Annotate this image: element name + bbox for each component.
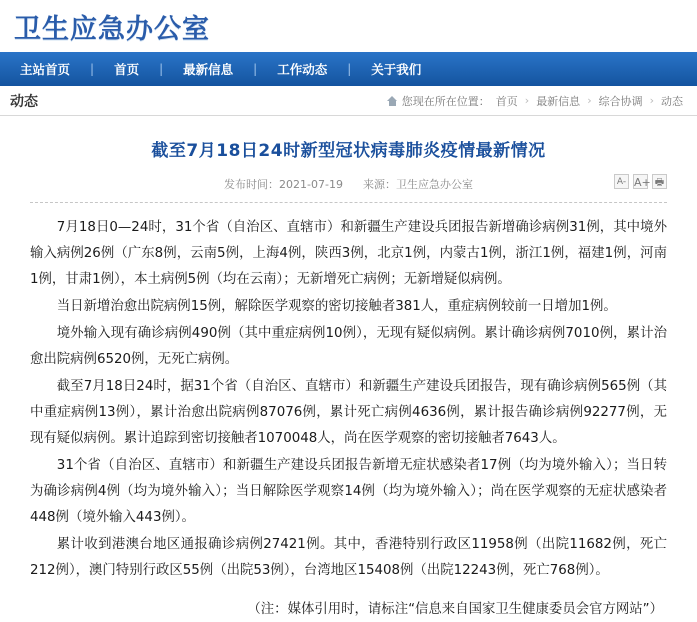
article-paragraph: 31个省（自治区、直辖市）和新疆生产建设兵团报告新增无症状感染者17例（均为境外输入）；当日转为确诊病例4例（均为境外输入）；当日解除医学观察14例（均为境外输入）；尚在医学观察的无症状感染者448例（境外输入443例）。: [30, 458, 667, 525]
article-paragraph: 7月18日0—24时，31个省（自治区、直辖市）和新疆生产建设兵团报告新增确诊病例31例，其中境外输入病例26例（广东8例，云南5例，上海4例，陕西3例，北京1例，内蒙古1例，浙江1例，福建1例，河南1例，甘肃1例），本土病例5例（均在云南）；无新增死亡病例；无新增疑似病例。: [30, 220, 667, 287]
main-navigation: [0, 52, 697, 86]
breadcrumb-separator: ›: [524, 94, 530, 107]
article-paragraph: 截至7月18日24时，据31个省（自治区、直辖市）和新疆生产建设兵团报告，现有确诊病例565例（其中重症病例13例），累计治愈出院病例87076例，累计死亡病例4636例，累计报告确诊病例92277例，无现有疑似病例。累计追踪到密切接触者1070048人，尚在医学观察的密切接触者7643人。: [30, 379, 667, 446]
nav-separator: |: [90, 62, 95, 76]
article-paragraph: 境外输入现有确诊病例490例（其中重症病例10例），无现有疑似病例。累计确诊病例7010例，累计治愈出院病例6520例，无死亡病例。: [30, 326, 667, 367]
breadcrumb-link-coordination[interactable]: 综合协调: [598, 94, 643, 108]
nav-item-home[interactable]: 首页: [114, 62, 140, 77]
publish-time-label: 发布时间：: [224, 178, 280, 191]
article: [0, 116, 697, 622]
nav-separator: |: [159, 62, 164, 76]
article-title: 截至7月18日24时新型冠状病毒肺炎疫情最新情况: [151, 141, 546, 161]
article-source: [353, 176, 483, 192]
source-value: 卫生应急办公室: [395, 178, 473, 191]
font-decrease-button[interactable]: A-: [614, 174, 629, 189]
source-label: 来源：: [362, 178, 396, 191]
divider: [30, 202, 667, 203]
nav-item-latest-info[interactable]: 最新信息: [183, 62, 234, 77]
breadcrumb-link-home[interactable]: 首页: [495, 94, 518, 108]
breadcrumb-separator: ›: [587, 94, 592, 107]
section-title: 动态: [10, 93, 38, 110]
site-title: 卫生应急办公室: [14, 13, 210, 45]
breadcrumb-link-latest-info[interactable]: 最新信息: [536, 94, 581, 108]
nav-item-about-us[interactable]: 关于我们: [371, 62, 422, 77]
breadcrumb-current: 动态: [661, 94, 683, 108]
nav-separator: |: [347, 62, 352, 76]
font-increase-button[interactable]: A+: [634, 176, 651, 189]
publish-time: [214, 176, 353, 192]
nav-item-work-updates[interactable]: 工作动态: [277, 62, 328, 77]
article-meta: [30, 176, 667, 192]
site-banner: [0, 0, 697, 52]
breadcrumb-separator: ›: [649, 94, 654, 107]
article-tools: [614, 174, 667, 189]
article-body: [30, 215, 667, 584]
publish-time-value: 2021-07-19: [279, 178, 343, 191]
article-note: （注：媒体引用时，请标注“信息来自国家卫生健康委员会官方网站”）: [247, 602, 663, 617]
nav-item-main-home[interactable]: 主站首页: [20, 62, 71, 77]
breadcrumb-prefix: 您现在所在位置：: [401, 94, 490, 108]
home-icon: [387, 96, 398, 106]
nav-separator: |: [253, 62, 258, 76]
article-paragraph: 当日新增治愈出院病例15例，解除医学观察的密切接触者381人，重症病例较前一日增加1例。: [56, 299, 617, 314]
article-paragraph: 累计收到港澳台地区通报确诊病例27421例。其中，香港特别行政区11958例（出院11682例，死亡212例），澳门特别行政区55例（出院53例），台湾地区15408例（出院12243例，死亡768例）。: [30, 537, 667, 578]
breadcrumb: [387, 93, 683, 109]
breadcrumb-bar: [0, 86, 697, 116]
print-icon[interactable]: 🖶: [652, 174, 667, 189]
